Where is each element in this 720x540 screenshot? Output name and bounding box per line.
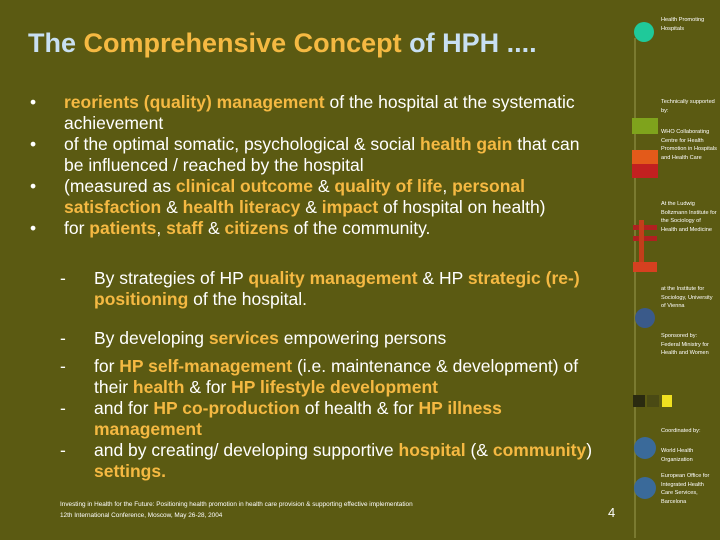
title-highlight: Comprehensive Concept — [83, 28, 402, 58]
bullet-marker: • — [30, 92, 37, 112]
bullet-text: , — [442, 176, 453, 196]
bullet-text: of the hospital at the systematic achievement — [64, 92, 575, 133]
sub-highlight: HP illness management — [94, 398, 502, 439]
sub-highlight: HP self-management — [119, 356, 293, 376]
sub-item — [60, 268, 610, 310]
title-part2: of HPH .... — [401, 28, 537, 58]
sub-highlight: HP co-production — [153, 398, 300, 418]
sub-text: and for — [94, 398, 154, 418]
bmg-g-box-icon — [662, 395, 672, 407]
dash-marker: - — [60, 268, 66, 288]
bullet-highlight: quality of life — [334, 176, 443, 196]
bullet-highlight: reorients (quality) management — [64, 92, 325, 112]
orange-block-icon — [632, 150, 658, 164]
sub-text: empowering persons — [278, 328, 447, 348]
sub-text: ) — [586, 440, 593, 460]
sub-item — [60, 398, 610, 440]
slide-title — [28, 28, 537, 59]
bullet-text: of the optimal somatic, psychological & social — [64, 134, 420, 154]
sub-text: & HP — [417, 268, 468, 288]
hph-logo-circle-icon — [634, 22, 654, 42]
bullet-item — [30, 176, 600, 218]
sub-text: By strategies of HP — [94, 268, 249, 288]
bullet-text: , — [156, 218, 167, 238]
bullet-text: that can be influenced / reached by the hospital — [64, 134, 580, 175]
sub-text: for — [94, 356, 120, 376]
bullet-highlight: clinical outcome — [175, 176, 313, 196]
dash-marker: - — [60, 440, 66, 460]
who-centre-label: WHO Collaborating Centre for Health Promotion in Hospitals and Health Care — [661, 129, 717, 161]
sidebar — [630, 0, 720, 540]
bullet-text: of the community. — [288, 218, 431, 238]
sub-highlight: services — [208, 328, 279, 348]
university-seal-icon — [635, 308, 655, 328]
sub-highlight: strategic (re-) positioning — [94, 268, 580, 309]
sub-highlight: health — [132, 377, 185, 397]
bullet-marker: • — [30, 134, 37, 154]
lbi-stripe-icon — [633, 225, 657, 230]
bullet-highlight: health gain — [420, 134, 513, 154]
who-europe-logo-icon — [634, 477, 656, 499]
sub-item — [60, 356, 610, 398]
bullet-highlight: personal satisfaction — [64, 176, 526, 217]
footer-line1: Investing in Health for the Future: Positioning health promotion in health care provision & supporting effective implementation — [60, 501, 413, 508]
bullet-text: (measured as — [64, 176, 176, 196]
sponsor-label: Sponsored by: Federal Ministry for Health and Women — [661, 333, 709, 357]
title-part1: The — [28, 28, 84, 58]
sub-highlight: quality management — [248, 268, 418, 288]
coordinated-label: Coordinated by: — [661, 428, 701, 434]
sub-highlight: settings. — [94, 461, 166, 481]
sub-text: (& — [465, 440, 493, 460]
who-org-label: World Health Organization — [661, 448, 694, 463]
sub-text: & for — [184, 377, 232, 397]
dash-marker: - — [60, 328, 66, 348]
bullet-highlight: patients — [89, 218, 157, 238]
bullet-text: & — [161, 197, 183, 217]
sub-text: of health & for — [299, 398, 419, 418]
lbi-block-icon — [633, 262, 657, 272]
technical-support-label: Technically supported by: — [661, 99, 715, 114]
sub-text: and by creating/ developing supportive — [94, 440, 399, 460]
page-number: 4 — [608, 505, 616, 520]
bullet-text: & — [300, 197, 322, 217]
sub-text: (i.e. maintenance & development) of their — [94, 356, 579, 397]
university-label: at the Institute for Sociology, University of Vienna — [661, 286, 713, 310]
sub-text: of the hospital. — [188, 289, 307, 309]
bullet-item — [30, 218, 600, 239]
hph-label: Health Promoting Hospitals — [661, 17, 705, 32]
bullet-text: for — [64, 218, 90, 238]
bullet-text: of hospital on health) — [378, 197, 546, 217]
dash-marker: - — [60, 398, 66, 418]
lbi-stripe-icon — [633, 236, 657, 241]
bullet-highlight: staff — [166, 218, 204, 238]
europe-office-label: European Office for Integrated Health Care Services, Barcelona — [661, 473, 710, 505]
dash-marker: - — [60, 356, 66, 376]
red-block-icon — [632, 164, 658, 178]
footer-line2: 12th International Conference, Moscow, May 26-28, 2004 — [60, 512, 223, 519]
sub-highlight: hospital — [398, 440, 466, 460]
bullet-text: & — [203, 218, 225, 238]
sub-text: By developing — [94, 328, 209, 348]
bullet-highlight: citizens — [224, 218, 289, 238]
bullet-item — [30, 92, 600, 134]
sub-highlight: HP lifestyle development — [231, 377, 438, 397]
bmg-m-box-icon — [647, 395, 659, 407]
bullet-item — [30, 134, 600, 176]
lbi-label: At the Ludwig Boltzmann Institute for the Sociology of Health and Medicine — [661, 201, 717, 233]
sub-list — [60, 268, 610, 482]
bullet-marker: • — [30, 176, 37, 196]
bullet-marker: • — [30, 218, 37, 238]
sub-item — [60, 440, 610, 482]
bullet-highlight: health literacy — [182, 197, 301, 217]
bullet-text: & — [312, 176, 335, 196]
footer — [60, 499, 460, 521]
bullet-list — [30, 92, 600, 239]
green-block-icon — [632, 118, 658, 134]
bullet-highlight: impact — [321, 197, 379, 217]
bmg-b-box-icon — [633, 395, 645, 407]
sub-item — [60, 328, 610, 349]
who-logo-icon — [634, 437, 656, 459]
sub-highlight: community — [492, 440, 587, 460]
